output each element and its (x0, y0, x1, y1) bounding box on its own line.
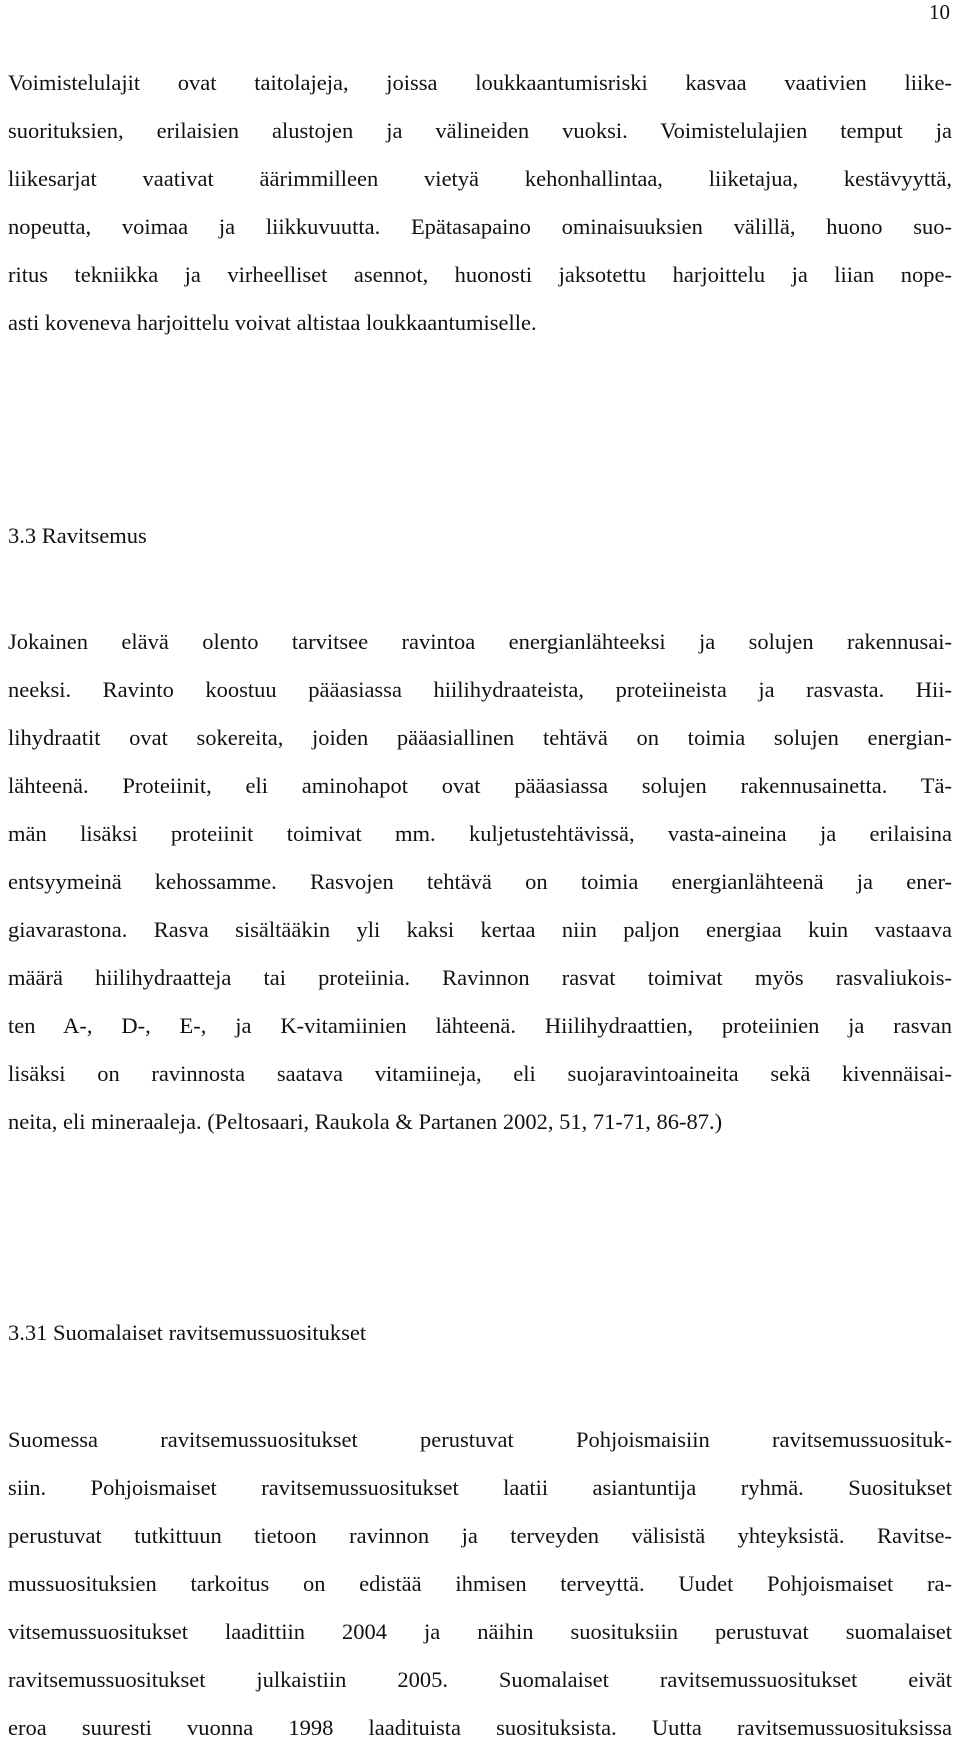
paragraph-3-line: eroa suuresti vuonna 1998 laadituista suosituksista. Uutta ravitsemussuosituksissa (8, 1715, 952, 1740)
paragraph-3-line: ravitsemussuositukset julkaistiin 2005. Suomalaiset ravitsemussuositukset eivät (8, 1667, 952, 1692)
paragraph-1-line: asti koveneva harjoittelu voivat altistaa loukkaantumiselle. (8, 310, 537, 335)
paragraph-3-line: vitsemussuositukset laadittiin 2004 ja näihin suosituksiin perustuvat suomalaiset (8, 1619, 952, 1644)
paragraph-2-line: entsyymeinä kehossamme. Rasvojen tehtävä on toimia energianlähteenä ja ener- (8, 869, 952, 894)
paragraph-1-line: nopeutta, voimaa ja liikkuvuutta. Epätasapaino ominaisuuksien välillä, huono suo- (8, 214, 952, 239)
paragraph-2-line: lihydraatit ovat sokereita, joiden pääasiallinen tehtävä on toimia solujen energian- (8, 725, 952, 750)
paragraph-1-line: Voimistelulajit ovat taitolajeja, joissa loukkaantumisriski kasvaa vaativien liike- (8, 70, 952, 95)
paragraph-1-line: ritus tekniikka ja virheelliset asennot, huonosti jaksotettu harjoittelu ja liian nope- (8, 262, 952, 287)
paragraph-3-line: Suomessa ravitsemussuositukset perustuvat Pohjoismaisiin ravitsemussuosituk- (8, 1427, 952, 1452)
page-number: 10 (929, 0, 950, 24)
paragraph-3-line: siin. Pohjoismaiset ravitsemussuositukset laatii asiantuntija ryhmä. Suositukset (8, 1475, 952, 1500)
paragraph-2-line: giavarastona. Rasva sisältääkin yli kaksi kertaa niin paljon energiaa kuin vastaava (8, 917, 952, 942)
paragraph-2-line: määrä hiilihydraatteja tai proteiinia. Ravinnon rasvat toimivat myös rasvaliukois- (8, 965, 952, 990)
paragraph-2-line: neita, eli mineraaleja. (Peltosaari, Raukola & Partanen 2002, 51, 71-71, 86-87.) (8, 1109, 723, 1134)
paragraph-2-line: ten A-, D-, E-, ja K-vitamiinien lähteenä. Hiilihydraattien, proteiinien ja rasvan (8, 1013, 952, 1038)
paragraph-1-line: liikesarjat vaativat äärimmilleen vietyä kehonhallintaa, liiketajua, kestävyyttä, (8, 166, 952, 191)
paragraph-3-line: mussuosituksien tarkoitus on edistää ihmisen terveyttä. Uudet Pohjoismaiset ra- (8, 1571, 952, 1596)
section-heading: 3.31 Suomalaiset ravitsemussuositukset (8, 1320, 367, 1345)
document-body (8, 0, 952, 1754)
paragraph-2-line: Jokainen elävä olento tarvitsee ravintoa energianlähteeksi ja solujen rakennusai- (8, 629, 952, 654)
paragraph-2-line: neeksi. Ravinto koostuu pääasiassa hiilihydraateista, proteiineista ja rasvasta. Hii- (8, 677, 952, 702)
paragraph-3-line: perustuvat tutkittuun tietoon ravinnon ja terveyden välisistä yhteyksistä. Ravitse- (8, 1523, 952, 1548)
paragraph-2-line: lisäksi on ravinnosta saatava vitamiineja, eli suojaravintoaineita sekä kivennäisai- (8, 1061, 952, 1086)
paragraph-1-line: suorituksien, erilaisien alustojen ja välineiden vuoksi. Voimistelulajien temput ja (8, 118, 952, 143)
section-heading: 3.3 Ravitsemus (8, 523, 147, 548)
paragraph-2-line: lähteenä. Proteiinit, eli aminohapot ovat pääasiassa solujen rakennusainetta. Tä- (8, 773, 952, 798)
paragraph-2-line: män lisäksi proteiinit toimivat mm. kuljetustehtävissä, vasta-aineina ja erilaisina (8, 821, 952, 846)
